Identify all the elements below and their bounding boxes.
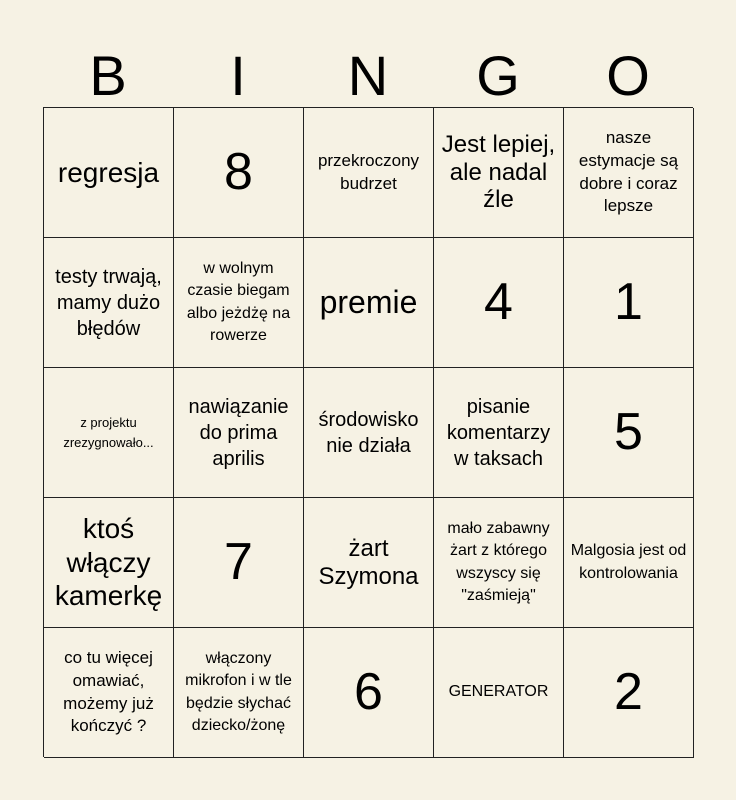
- cell-text: pisanie komentarzy w taksach: [446, 395, 551, 470]
- bingo-cell-r4-c1[interactable]: [44, 498, 174, 628]
- bingo-cell-r2-c4[interactable]: [434, 238, 564, 368]
- cell-text: żart Szymona: [318, 534, 419, 590]
- bingo-cell-r1-c5[interactable]: [564, 108, 694, 238]
- bingo-card: [43, 107, 693, 757]
- bingo-cell-r1-c3[interactable]: [304, 108, 434, 238]
- bingo-cell-r5-c3[interactable]: [304, 628, 434, 758]
- bingo-cell-r4-c3[interactable]: [304, 498, 434, 628]
- header-letter-g: G: [476, 44, 520, 107]
- cell-text: przekroczony budrzet: [317, 150, 420, 193]
- bingo-cell-r3-c1[interactable]: [44, 368, 174, 498]
- cell-text: mało zabawny żart z którego wszyscy się "zaśmieją": [447, 519, 550, 604]
- cell-text: Jest lepiej, ale nadal źle: [441, 131, 556, 214]
- cell-text: regresja: [57, 156, 160, 188]
- bingo-cell-r4-c5[interactable]: [564, 498, 694, 628]
- bingo-cell-r3-c3[interactable]: [304, 368, 434, 498]
- cell-text: 1: [614, 272, 643, 331]
- bingo-cell-r5-c4[interactable]: [434, 628, 564, 758]
- bingo-cell-r2-c5[interactable]: [564, 238, 694, 368]
- header-letter-o: O: [606, 44, 650, 107]
- cell-text: 7: [224, 532, 253, 591]
- cell-text: z projektu zrezygnowało...: [63, 415, 154, 450]
- header-letter-n: N: [347, 44, 389, 107]
- bingo-cell-r3-c5[interactable]: [564, 368, 694, 498]
- cell-text: 2: [614, 662, 643, 721]
- cell-text: włączony mikrofon i w tle będzie słychać dziecko/żonę: [185, 649, 292, 734]
- cell-text: w wolnym czasie biegam albo jeżdżę na rowerze: [186, 259, 291, 344]
- cell-text: GENERATOR: [448, 683, 549, 701]
- header-letter-i: I: [230, 44, 246, 107]
- bingo-cell-r1-c2[interactable]: [174, 108, 304, 238]
- bingo-cell-r3-c4[interactable]: [434, 368, 564, 498]
- bingo-header: [43, 44, 693, 108]
- cell-text: nasze estymacje są dobre i coraz lepsze: [578, 127, 679, 216]
- bingo-cell-r1-c1[interactable]: [44, 108, 174, 238]
- cell-text: co tu więcej omawiać, możemy już kończyć ?: [63, 647, 154, 736]
- bingo-cell-r1-c4[interactable]: [434, 108, 564, 238]
- bingo-cell-r2-c1[interactable]: [44, 238, 174, 368]
- cell-text: 5: [614, 402, 643, 461]
- cell-text: środowisko nie działa: [318, 408, 419, 457]
- bingo-cell-r5-c2[interactable]: [174, 628, 304, 758]
- bingo-cell-r4-c2[interactable]: [174, 498, 304, 628]
- header-letter-b: B: [89, 44, 127, 107]
- cell-text: 4: [484, 272, 513, 331]
- cell-text: ktoś włączy kamerkę: [54, 513, 163, 612]
- bingo-cell-r2-c2[interactable]: [174, 238, 304, 368]
- cell-text: nawiązanie do prima aprilis: [188, 395, 289, 470]
- cell-text: 8: [224, 142, 253, 201]
- cell-text: 6: [354, 662, 383, 721]
- bingo-cell-r3-c2[interactable]: [174, 368, 304, 498]
- bingo-cell-r4-c4[interactable]: [434, 498, 564, 628]
- cell-text: premie: [319, 284, 418, 321]
- bingo-cell-r2-c3[interactable]: [304, 238, 434, 368]
- cell-text: Malgosia jest od kontrolowania: [570, 542, 687, 582]
- bingo-cell-r5-c5[interactable]: [564, 628, 694, 758]
- bingo-cell-r5-c1[interactable]: [44, 628, 174, 758]
- cell-text: testy trwają, mamy dużo błędów: [55, 265, 162, 340]
